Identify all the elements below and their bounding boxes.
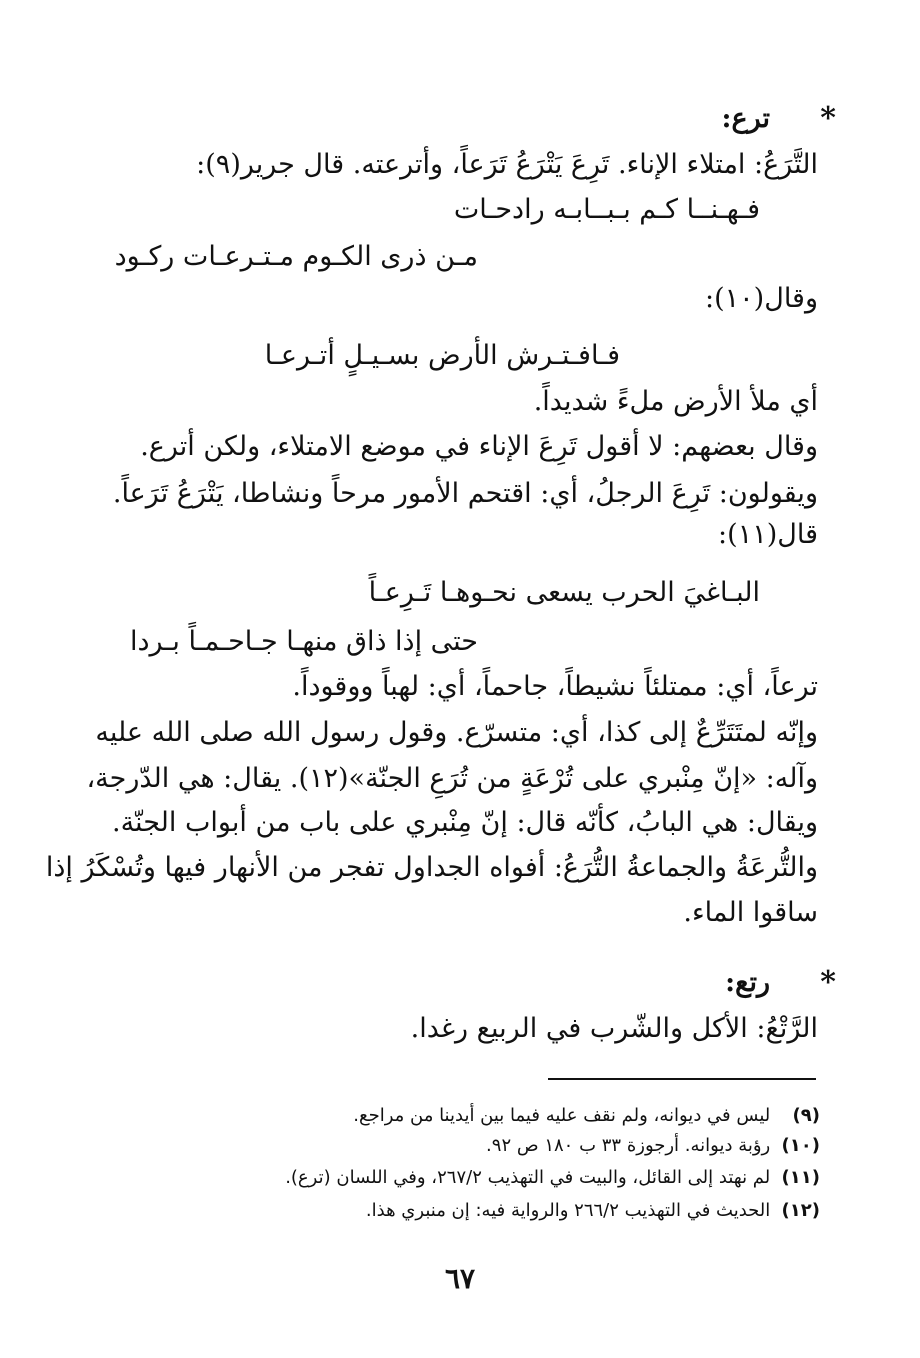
text-line: ويقال: هي البابُ، كأنّه قال: إنّ مِنْبري على باب من أبواب الجنّة. (112, 807, 818, 838)
text-line: وقال(١٠): (705, 283, 818, 314)
entry-marker: * (820, 101, 836, 136)
footnote-text: الحديث في التهذيب ٢٦٦/٢ والرواية فيه: إن منبري هذا. (365, 1200, 771, 1221)
footnote (366, 1199, 820, 1223)
text-line: وقال بعضهم: لا أقول تَرِعَ الإناء في موضع الامتلاء، ولكن أترع. (140, 431, 818, 462)
entry-heading: رتع: (725, 967, 770, 998)
entry-marker: * (820, 965, 836, 1000)
footnote-text: رؤبة ديوانه. أرجوزة ٣٣ ب ١٨٠ ص ٩٢. (486, 1135, 771, 1156)
footnote-number: (٩) (792, 1105, 820, 1126)
verse-line: فـافـتـرش الأرض بسـيـلٍ أتـرعـا (264, 340, 620, 371)
page-number: ٦٧ (444, 1262, 476, 1295)
text-line: التَّرَعُ: امتلاء الإناء. تَرِعَ يَتْرَعُ تَرَعاً، وأترعته. قال جرير(٩): (196, 149, 818, 180)
verse-line: البـاغيَ الحرب يسعى نحـوهـا تَـرِعـاً (368, 577, 760, 608)
verse-line: فـهـنــا كـم بـبــابـه رادحـات (453, 194, 760, 225)
footnote-text: ليس في ديوانه، ولم نقف عليه فيما بين أيدينا من مراجع. (353, 1105, 771, 1126)
footnote-number: (١٠) (781, 1135, 820, 1156)
verse-line: حتى إذا ذاق منهـا جـاحـمـاً بـردا (130, 626, 478, 657)
footnote-number: (١٢) (781, 1200, 820, 1221)
footnote (486, 1134, 820, 1158)
text-line: وآله: «إنّ مِنْبري على تُرْعَةٍ من تُرَعِ الجنّة»(١٢). يقال: هي الدّرجة، (86, 763, 818, 794)
text-line: ساقوا الماء. (683, 897, 818, 928)
entry-heading: ترع: (721, 103, 770, 134)
footnote (353, 1104, 820, 1128)
footnote-text: لم نهتد إلى القائل، والبيت في التهذيب ٢٦٧/٢، وفي اللسان (ترع). (285, 1167, 771, 1188)
text-line: ويقولون: تَرِعَ الرجلُ، أي: اقتحم الأمور مرحاً ونشاطا، يَتْرَعُ تَرَعاً. (112, 478, 818, 509)
text-line: قال(١١): (718, 519, 818, 550)
text-line: أي ملأ الأرض ملءً شديداً. (533, 386, 818, 417)
footnote-number: (١١) (781, 1167, 820, 1188)
text-line: وإنّه لمتَتَرِّعٌ إلى كذا، أي: متسرّع. وقول رسول الله صلى الله عليه (95, 717, 818, 748)
text-line: ترعاً، أي: ممتلئاً نشيطاً، جاحماً، أي: لهباً ووقوداً. (292, 671, 818, 702)
text-line: الرَّتْعُ: الأكل والشّرب في الربيع رغدا. (410, 1013, 818, 1044)
verse-line: مـن ذرى الكـوم مـتـرعـات ركـود (114, 241, 478, 272)
footnote (285, 1166, 820, 1190)
footnote-separator (548, 1078, 816, 1080)
text-line: والتُّرعَةُ والجماعةُ التُّرَعُ: أفواه الجداول تفجر من الأنهار فيها وتُسْكَرُ إذا (45, 852, 818, 883)
